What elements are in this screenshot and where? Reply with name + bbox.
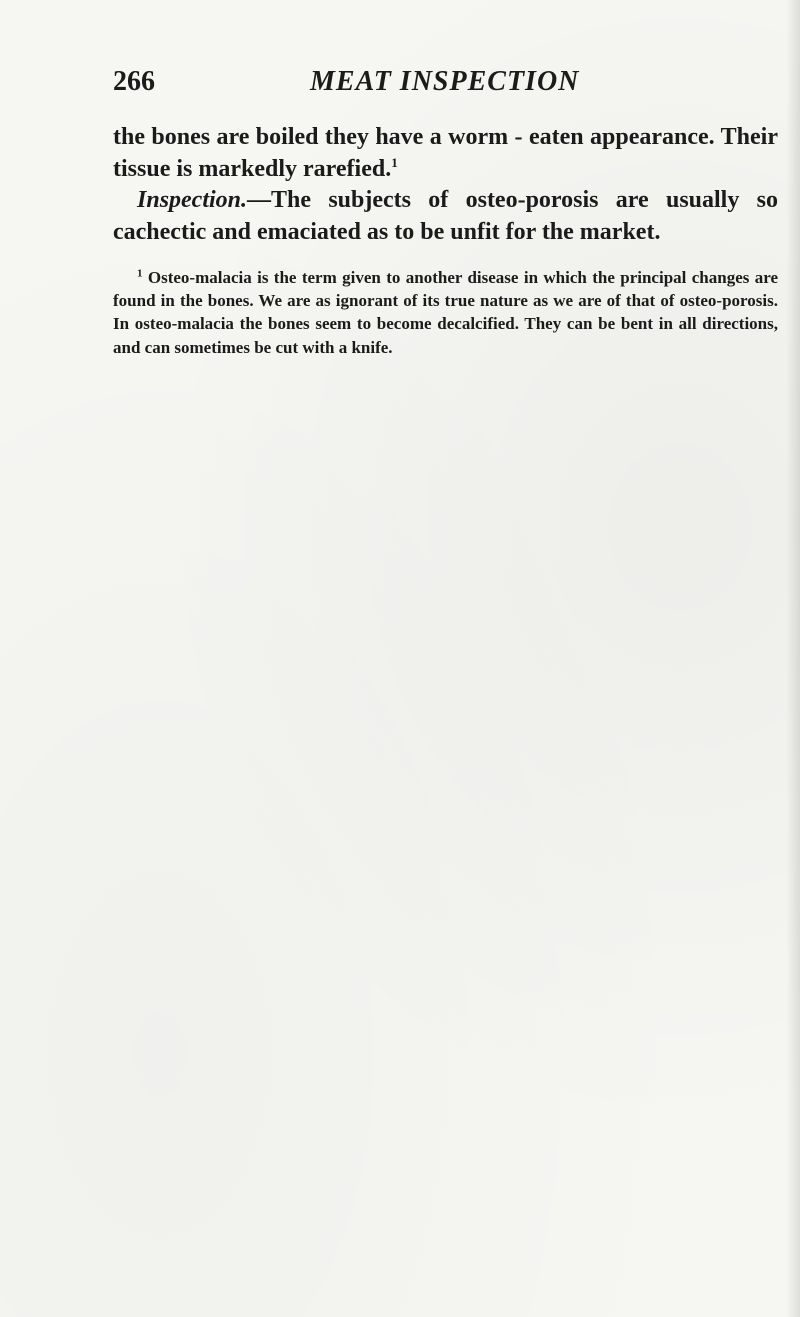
paragraph-inspection [113,185,778,248]
footnote-text: Osteo-malacia is the term given to another disease in which the principal changes are found in the bones. We are as ignorant of its true nature as we are of that of osteo-porosis. In osteo-malacia the bones seem to become decalcified. They can be bent in all directions, and can sometimes be cut with a knife. [113,268,779,357]
footnote-marker: 1 [137,267,143,280]
page-header [113,66,773,100]
inspection-heading: Inspection. [137,187,248,213]
main-text [113,122,778,248]
running-title: MEAT INSPECTION [310,66,580,97]
page-number: 266 [113,66,155,97]
footnote-reference: 1 [391,154,398,170]
footnote-paragraph [113,266,778,359]
paragraph-continuation [113,122,778,185]
inspection-text: —The subjects of osteo-porosis are usually so cachectic and emaciated as to be unfit for the market. [113,187,778,245]
page-edge-shadow [786,0,800,1317]
paragraph-1-text: the bones are boiled they have a worm - eaten appearance. Their tissue is markedly rarefied. [113,124,778,182]
footnote [113,266,778,359]
